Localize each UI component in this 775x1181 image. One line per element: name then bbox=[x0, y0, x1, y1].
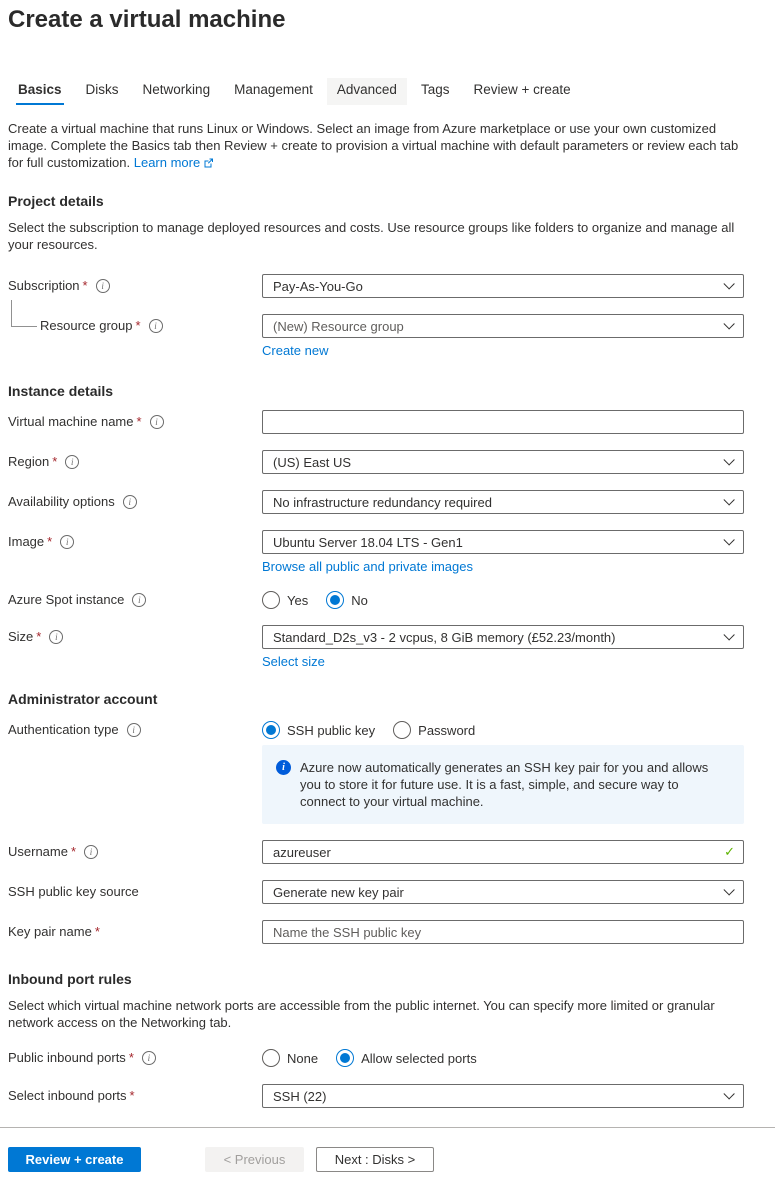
required-marker: * bbox=[135, 318, 141, 333]
required-marker: * bbox=[52, 454, 58, 469]
region-label: Region bbox=[8, 454, 50, 469]
project-details-heading: Project details bbox=[8, 193, 104, 209]
intro-body: Create a virtual machine that runs Linux or Windows. Select an image from Azure marketplace or use your own customized image. Complete the Basics tab then Review + create to provision a virtual machine with default parameters or review each tab for full customization. bbox=[8, 121, 739, 170]
radio-unselected-icon bbox=[262, 591, 280, 609]
page-title: Create a virtual machine bbox=[8, 6, 286, 33]
chevron-down-icon bbox=[723, 1088, 734, 1099]
ports-allow-selected-radio[interactable]: Allow selected ports bbox=[336, 1049, 477, 1067]
authentication-type-row bbox=[8, 718, 744, 739]
availability-options-dropdown[interactable]: No infrastructure redundancy required bbox=[262, 490, 744, 514]
footer-actions bbox=[8, 1147, 744, 1172]
required-marker: * bbox=[82, 278, 88, 293]
previous-button[interactable]: < Previous bbox=[205, 1147, 304, 1172]
key-pair-name-row bbox=[8, 920, 744, 944]
radio-selected-icon bbox=[326, 591, 344, 609]
chevron-down-icon bbox=[723, 278, 734, 289]
chevron-down-icon bbox=[723, 494, 734, 505]
footer-divider bbox=[0, 1127, 775, 1128]
auth-password-radio[interactable]: Password bbox=[393, 721, 475, 739]
subscription-label: Subscription bbox=[8, 278, 80, 293]
info-filled-icon: i bbox=[276, 760, 291, 775]
ssh-key-source-label: SSH public key source bbox=[8, 884, 139, 899]
authentication-type-label: Authentication type bbox=[8, 722, 119, 737]
availability-options-label: Availability options bbox=[8, 494, 115, 509]
select-size-link[interactable]: Select size bbox=[262, 654, 325, 669]
vm-name-row bbox=[8, 410, 744, 434]
required-marker: * bbox=[94, 924, 100, 939]
username-input[interactable] bbox=[262, 840, 744, 864]
instance-details-heading: Instance details bbox=[8, 383, 114, 399]
inbound-port-rules-description: Select which virtual machine network ports are accessible from the public internet. You can specify more limited or granular network access on the Networking tab. bbox=[8, 998, 715, 1030]
select-inbound-ports-label: Select inbound ports bbox=[8, 1088, 127, 1103]
tab-advanced[interactable]: Advanced bbox=[327, 78, 407, 105]
required-marker: * bbox=[136, 414, 142, 429]
authentication-type-radio-group bbox=[262, 718, 744, 739]
info-icon[interactable]: i bbox=[49, 630, 63, 644]
chevron-down-icon bbox=[723, 454, 734, 465]
info-icon[interactable]: i bbox=[84, 845, 98, 859]
chevron-down-icon bbox=[723, 534, 734, 545]
public-inbound-ports-radio-group bbox=[262, 1046, 744, 1067]
info-icon[interactable]: i bbox=[60, 535, 74, 549]
required-marker: * bbox=[128, 1050, 134, 1065]
tab-networking[interactable]: Networking bbox=[142, 82, 211, 97]
vm-name-input[interactable] bbox=[262, 410, 744, 434]
key-pair-name-label: Key pair name bbox=[8, 924, 92, 939]
inbound-port-rules-heading: Inbound port rules bbox=[8, 971, 132, 987]
availability-options-row bbox=[8, 490, 744, 514]
ssh-key-source-row bbox=[8, 880, 744, 904]
valid-check-icon: ✓ bbox=[724, 844, 735, 859]
required-marker: * bbox=[70, 844, 77, 859]
ssh-info-message: Azure now automatically generates an SSH key pair for you and allows you to store it for future use. It is a fast, simple, and secure way to connect to your virtual machine. bbox=[300, 760, 709, 809]
tab-review-create[interactable]: Review + create bbox=[473, 82, 571, 97]
spot-yes-radio[interactable]: Yes bbox=[262, 591, 308, 609]
external-link-icon bbox=[203, 155, 214, 172]
auth-ssh-radio[interactable]: SSH public key bbox=[262, 721, 375, 739]
chevron-down-icon bbox=[723, 884, 734, 895]
key-pair-name-input[interactable] bbox=[262, 920, 744, 944]
ssh-info-box bbox=[262, 745, 744, 824]
tab-bar bbox=[8, 78, 744, 106]
resource-group-dropdown[interactable]: (New) Resource group bbox=[262, 314, 744, 338]
browse-images-link[interactable]: Browse all public and private images bbox=[262, 559, 473, 574]
radio-unselected-icon bbox=[393, 721, 411, 739]
tab-basics[interactable]: Basics bbox=[8, 78, 72, 105]
tab-tags[interactable]: Tags bbox=[420, 82, 450, 97]
vm-name-label: Virtual machine name bbox=[8, 414, 134, 429]
required-marker: * bbox=[36, 629, 42, 644]
review-create-button[interactable]: Review + create bbox=[8, 1147, 141, 1172]
spot-instance-radio-group bbox=[262, 588, 744, 609]
info-icon[interactable]: i bbox=[150, 415, 164, 429]
region-row bbox=[8, 450, 744, 474]
size-dropdown[interactable]: Standard_D2s_v3 - 2 vcpus, 8 GiB memory (£52.23/month) bbox=[262, 625, 744, 649]
tab-disks[interactable]: Disks bbox=[85, 82, 119, 97]
learn-more-link[interactable]: Learn more bbox=[133, 155, 201, 170]
administrator-account-heading: Administrator account bbox=[8, 691, 158, 707]
image-row bbox=[8, 530, 744, 574]
resource-group-label: Resource group bbox=[40, 318, 133, 333]
spot-no-radio[interactable]: No bbox=[326, 591, 368, 609]
ports-none-radio[interactable]: None bbox=[262, 1049, 318, 1067]
create-new-link[interactable]: Create new bbox=[262, 343, 329, 358]
tab-management[interactable]: Management bbox=[234, 82, 313, 97]
image-dropdown[interactable]: Ubuntu Server 18.04 LTS - Gen1 bbox=[262, 530, 744, 554]
chevron-down-icon bbox=[723, 318, 734, 329]
chevron-down-icon bbox=[723, 629, 734, 640]
required-marker: * bbox=[129, 1088, 135, 1103]
ssh-info-row bbox=[8, 739, 744, 824]
resource-group-row bbox=[8, 314, 744, 358]
subscription-dropdown[interactable]: Pay-As-You-Go bbox=[262, 274, 744, 298]
info-icon[interactable]: i bbox=[132, 593, 146, 607]
info-icon[interactable]: i bbox=[96, 279, 110, 293]
size-row bbox=[8, 625, 744, 669]
select-inbound-ports-row bbox=[8, 1084, 744, 1108]
username-row bbox=[8, 840, 744, 864]
public-inbound-ports-row bbox=[8, 1046, 744, 1067]
project-details-description: Select the subscription to manage deployed resources and costs. Use resource groups like folders to organize and manage all your resources. bbox=[8, 220, 735, 252]
required-marker: * bbox=[47, 534, 53, 549]
radio-selected-icon bbox=[336, 1049, 354, 1067]
public-inbound-ports-label: Public inbound ports bbox=[8, 1050, 126, 1065]
select-inbound-ports-dropdown[interactable]: SSH (22) bbox=[262, 1084, 744, 1108]
radio-unselected-icon bbox=[262, 1049, 280, 1067]
spot-instance-row bbox=[8, 588, 744, 609]
info-icon[interactable]: i bbox=[127, 723, 141, 737]
spot-instance-label: Azure Spot instance bbox=[8, 592, 125, 607]
radio-selected-icon bbox=[262, 721, 280, 739]
region-dropdown[interactable]: (US) East US bbox=[262, 450, 744, 474]
info-icon[interactable]: i bbox=[123, 495, 137, 509]
subscription-row bbox=[8, 274, 744, 298]
username-label: Username bbox=[8, 844, 68, 859]
info-icon[interactable]: i bbox=[149, 319, 163, 333]
intro-text bbox=[8, 120, 744, 172]
next-disks-button[interactable]: Next : Disks > bbox=[316, 1147, 434, 1172]
tree-connector-line bbox=[11, 300, 37, 327]
image-label: Image bbox=[8, 534, 45, 549]
info-icon[interactable]: i bbox=[65, 455, 79, 469]
size-label: Size bbox=[8, 629, 34, 644]
ssh-key-source-dropdown[interactable]: Generate new key pair bbox=[262, 880, 744, 904]
info-icon[interactable]: i bbox=[142, 1051, 156, 1065]
